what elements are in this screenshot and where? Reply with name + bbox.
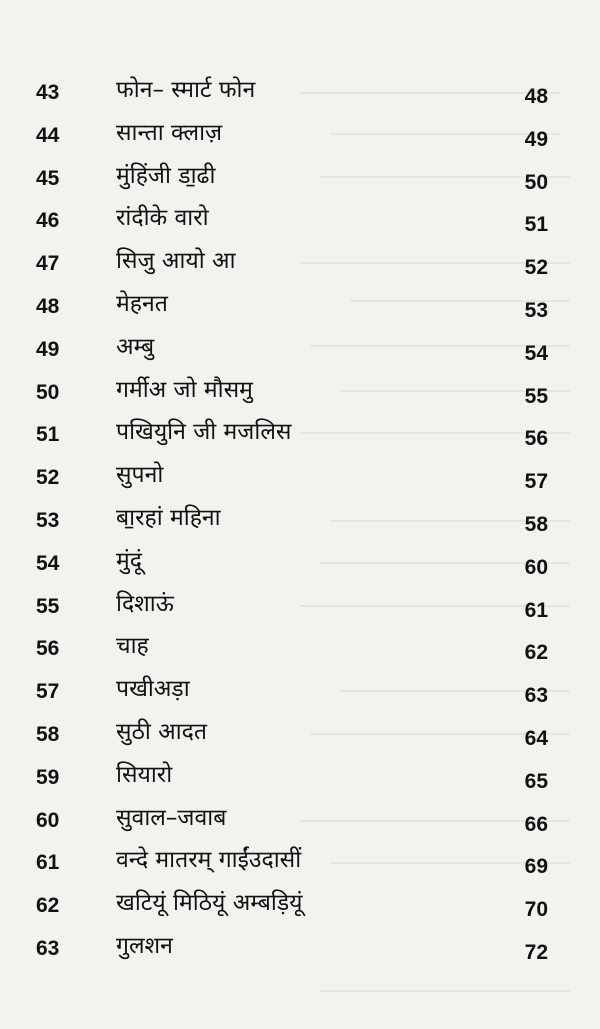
toc-entry: [0, 118, 600, 161]
toc-entry: [0, 845, 600, 888]
toc-entry: [0, 417, 600, 460]
toc-entry-page: 69: [524, 855, 548, 879]
toc-entry: [0, 460, 600, 503]
toc-entry-title: मुंदूं: [116, 547, 142, 574]
toc-entry-title: रांदीके वारो: [116, 205, 209, 232]
table-of-contents: [0, 75, 600, 974]
toc-entry-title: सुठी आदत: [116, 718, 208, 745]
toc-entry-number: 57: [36, 680, 60, 704]
toc-entry-page: 55: [524, 384, 548, 408]
toc-entry: [0, 760, 600, 803]
toc-entry: [0, 289, 600, 332]
toc-entry-page: 66: [524, 812, 548, 836]
toc-entry-page: 57: [524, 470, 548, 494]
toc-entry-page: 72: [524, 940, 548, 964]
toc-entry-number: 55: [36, 594, 60, 618]
toc-entry-title: गर्मीअ जो मौसमु: [116, 376, 253, 403]
toc-entry-page: 52: [524, 256, 548, 280]
toc-entry-page: 63: [524, 684, 548, 708]
toc-entry: [0, 503, 600, 546]
toc-entry-number: 58: [36, 722, 60, 746]
toc-entry: [0, 589, 600, 632]
toc-entry-title: सुवाल–जवाब: [116, 804, 227, 831]
toc-entry-title: फोन– स्मार्ट फोन: [116, 77, 256, 103]
toc-entry: [0, 888, 600, 931]
toc-entry-page: 56: [524, 427, 548, 451]
toc-entry-title: मेहनत: [116, 290, 168, 317]
toc-entry-page: 70: [524, 898, 548, 922]
toc-entry-title: बा॒रहां महिना: [116, 504, 221, 531]
toc-entry: [0, 332, 600, 375]
toc-entry-page: 51: [524, 213, 548, 237]
toc-entry-title: गुलशन: [116, 932, 173, 959]
toc-entry-page: 62: [524, 641, 548, 665]
toc-entry-number: 56: [36, 637, 60, 661]
toc-entry: [0, 375, 600, 418]
toc-entry-page: 64: [524, 726, 548, 750]
toc-entry-title: चाह: [116, 633, 149, 660]
toc-entry-title: वन्दे मातरम् गाईंउदासीं: [116, 847, 302, 874]
toc-entry-page: 60: [524, 555, 548, 579]
toc-entry-page: 53: [524, 298, 548, 322]
toc-entry-title: सान्ता क्लाज़: [116, 119, 223, 146]
toc-entry-title: अम्बु: [116, 333, 155, 360]
toc-entry-number: 45: [36, 166, 60, 190]
toc-entry-number: 61: [36, 851, 60, 875]
toc-entry-page: 65: [524, 769, 548, 793]
toc-entry-number: 49: [36, 337, 60, 361]
toc-entry: [0, 546, 600, 589]
toc-entry-title: सुपनो: [116, 462, 164, 489]
toc-entry-page: 49: [524, 127, 548, 151]
toc-entry-page: 50: [524, 170, 548, 194]
toc-entry-number: 53: [36, 508, 60, 532]
toc-entry-number: 47: [36, 252, 60, 276]
toc-entry-title: खटियूं मिठियूं अम्बड़ियूं: [116, 890, 303, 917]
toc-entry: [0, 75, 600, 118]
toc-entry-number: 60: [36, 808, 60, 832]
toc-entry-number: 50: [36, 380, 60, 404]
toc-entry-number: 44: [36, 123, 60, 147]
toc-entry-page: 48: [524, 85, 548, 108]
toc-entry-number: 54: [36, 551, 60, 575]
toc-entry-title: मुंहिंजी डा॒ढी: [116, 162, 216, 189]
toc-entry: [0, 674, 600, 717]
toc-entry-page: 54: [524, 341, 548, 365]
toc-entry-title: पखीअड़ा: [116, 676, 190, 703]
toc-entry-title: पखियुनि जी मजलिस: [116, 419, 292, 446]
toc-entry: [0, 803, 600, 846]
toc-entry-number: 63: [36, 936, 60, 960]
toc-entry: [0, 246, 600, 289]
toc-entry-number: 46: [36, 209, 60, 233]
toc-entry-page: 58: [524, 512, 548, 536]
toc-entry: [0, 161, 600, 204]
toc-entry-number: 48: [36, 294, 60, 318]
toc-entry: [0, 931, 600, 974]
toc-entry-number: 51: [36, 423, 60, 447]
toc-entry-number: 62: [36, 894, 60, 918]
toc-entry: [0, 717, 600, 760]
toc-entry-title: सियारो: [116, 761, 173, 788]
toc-entry-number: 43: [36, 81, 60, 104]
toc-entry: [0, 203, 600, 246]
toc-entry-number: 52: [36, 466, 60, 490]
toc-entry: [0, 631, 600, 674]
toc-entry-page: 61: [524, 598, 548, 622]
toc-entry-number: 59: [36, 765, 60, 789]
toc-entry-title: दिशाऊं: [116, 590, 174, 617]
toc-entry-title: सिजु आयो आ: [116, 248, 236, 275]
